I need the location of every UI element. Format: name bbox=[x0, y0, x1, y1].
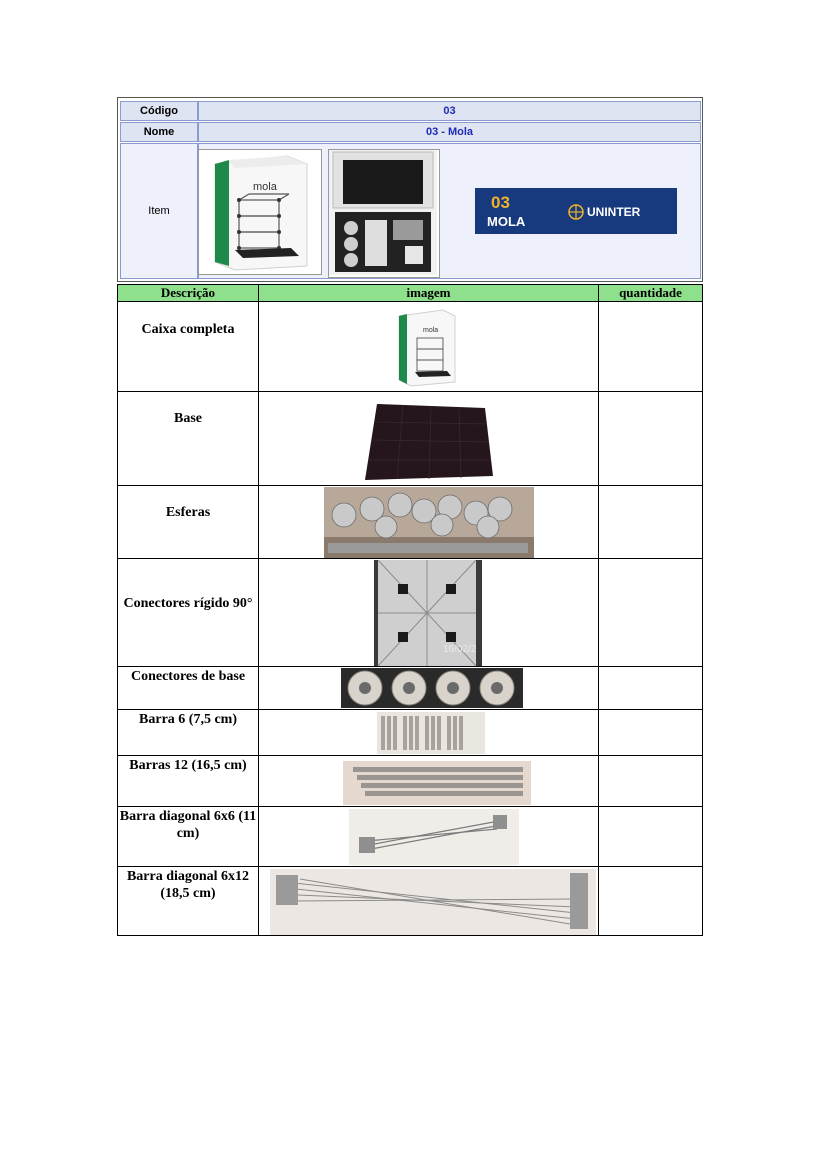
base-photo bbox=[363, 402, 495, 482]
logo-title: MOLA bbox=[487, 214, 526, 229]
row-image-cell bbox=[258, 806, 599, 867]
row-quantidade[interactable] bbox=[598, 755, 703, 807]
row-descricao: Conectores rígido 90° bbox=[117, 558, 259, 667]
row-quantidade[interactable] bbox=[598, 806, 703, 867]
codigo-value: 03 bbox=[198, 101, 701, 121]
row-image-cell bbox=[258, 866, 599, 936]
row-quantidade[interactable] bbox=[598, 558, 703, 667]
row-quantidade[interactable] bbox=[598, 666, 703, 710]
row-descricao: Conectores de base bbox=[117, 666, 259, 710]
row-image-cell bbox=[258, 485, 599, 559]
globe-icon bbox=[568, 204, 584, 220]
col-header-quantidade: quantidade bbox=[598, 284, 703, 302]
row-quantidade[interactable] bbox=[598, 301, 703, 392]
components-table bbox=[117, 284, 703, 936]
conectores-base-photo bbox=[341, 668, 523, 708]
nome-label: Nome bbox=[120, 122, 198, 142]
row-quantidade[interactable] bbox=[598, 391, 703, 486]
col-header-descricao: Descrição bbox=[117, 284, 259, 302]
conectores-rigido-photo bbox=[374, 560, 482, 666]
row-descricao: Barra diagonal 6x12 (18,5 cm) bbox=[117, 866, 259, 936]
nome-value: 03 - Mola bbox=[198, 122, 701, 142]
col-header-imagem: imagem bbox=[258, 284, 599, 302]
row-image-cell bbox=[258, 558, 599, 667]
item-label: Item bbox=[120, 143, 198, 279]
row-descricao: Barras 12 (16,5 cm) bbox=[117, 755, 259, 807]
row-descricao: Barra diagonal 6x6 (11 cm) bbox=[117, 806, 259, 867]
esferas-photo bbox=[324, 487, 534, 559]
logo-brand: UNINTER bbox=[587, 205, 641, 219]
mola-box-illustration bbox=[199, 150, 319, 272]
row-image-cell bbox=[258, 391, 599, 486]
barras-12-photo bbox=[343, 761, 531, 805]
barra-diagonal-6x12-photo bbox=[270, 869, 596, 935]
svg-text:mola: mola bbox=[253, 181, 277, 193]
open-kit-illustration bbox=[329, 150, 437, 275]
item-info-header bbox=[117, 97, 703, 282]
row-descricao: Barra 6 (7,5 cm) bbox=[117, 709, 259, 756]
logo-number: 03 bbox=[491, 193, 510, 212]
row-quantidade[interactable] bbox=[598, 485, 703, 559]
row-image-cell bbox=[258, 301, 599, 392]
row-quantidade[interactable] bbox=[598, 709, 703, 756]
caixa-completa-photo bbox=[395, 308, 459, 388]
row-image-cell bbox=[258, 755, 599, 807]
row-descricao: Base bbox=[117, 391, 259, 486]
open-box-image bbox=[328, 149, 440, 278]
row-descricao: Esferas bbox=[117, 485, 259, 559]
row-quantidade[interactable] bbox=[598, 866, 703, 936]
row-image-cell bbox=[258, 709, 599, 756]
barra-diagonal-6x6-photo bbox=[349, 809, 519, 865]
codigo-label: Código bbox=[120, 101, 198, 121]
row-image-cell bbox=[258, 666, 599, 710]
box-art-image bbox=[198, 149, 322, 275]
photo-timestamp: 16/02/2 bbox=[443, 644, 477, 655]
uninter-mola-logo bbox=[475, 188, 677, 234]
svg-text:mola: mola bbox=[423, 327, 439, 334]
row-descricao: Caixa completa bbox=[117, 301, 259, 392]
barra-6-photo bbox=[377, 712, 485, 754]
